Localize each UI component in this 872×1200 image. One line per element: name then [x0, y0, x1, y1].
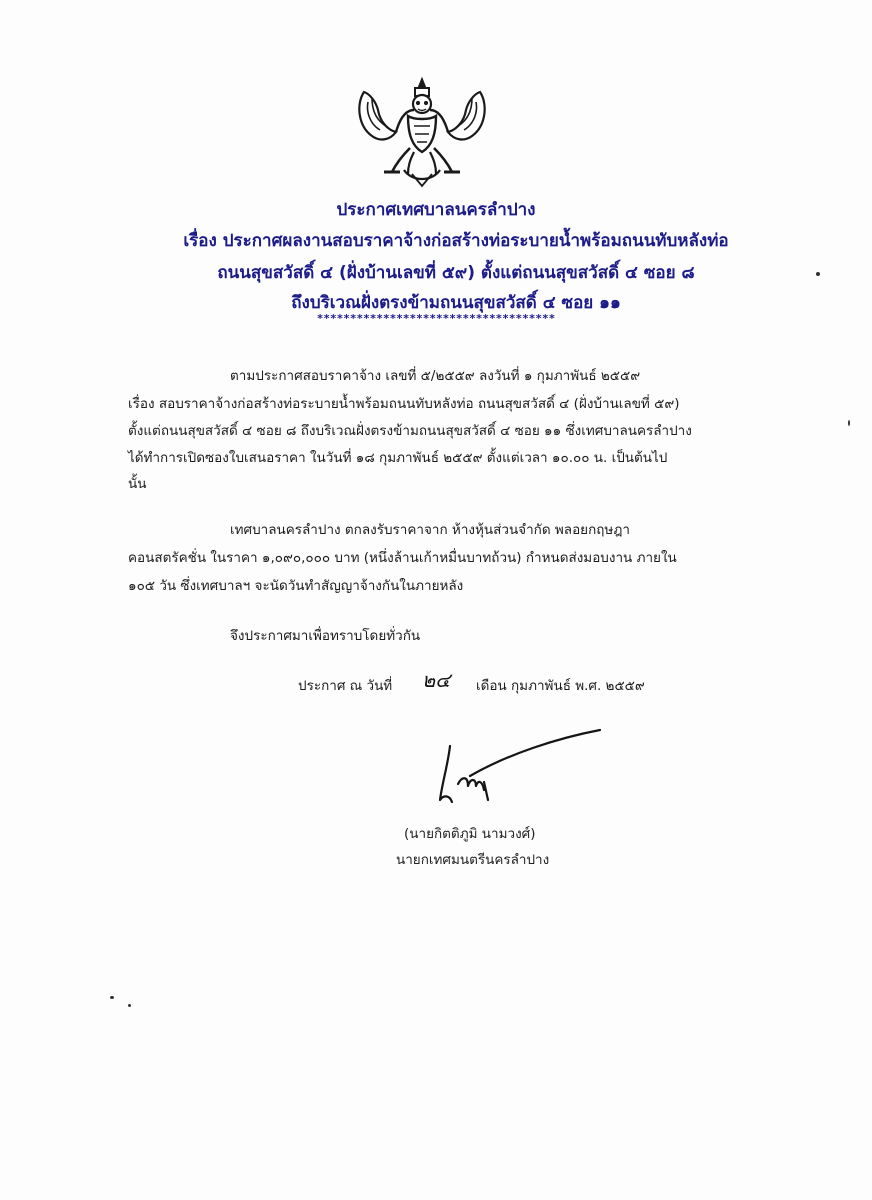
- title-divider: ************************************: [316, 312, 556, 325]
- paragraph-line: นั้น: [128, 476, 147, 492]
- paragraph-line: ได้ทำการเปิดซองใบเสนอราคา ในวันที่ ๑๘ กุมภาพันธ์ ๒๕๕๙ ตั้งแต่เวลา ๑๐.๐๐ น. เป็นต้นไป: [128, 450, 668, 466]
- subject-line: เรื่อง ประกาศผลงานสอบราคาจ้างก่อสร้างท่อระบายน้ำพร้อมถนนทับหลังท่อ: [183, 231, 729, 251]
- scan-speck: [848, 420, 850, 426]
- paragraph-line: ตั้งแต่ถนนสุขสวัสดิ์ ๔ ซอย ๘ ถึงบริเวณฝั่งตรงข้ามถนนสุขสวัสดิ์ ๔ ซอย ๑๑ ซึ่งเทศบาลนครลำปาง: [128, 423, 692, 439]
- paragraph-line: ๑๐๕ วัน ซึ่งเทศบาลฯ จะนัดวันทำสัญญาจ้างกันในภายหลัง: [128, 578, 464, 594]
- scan-speck: [110, 996, 114, 999]
- subject-area-line: ถึงบริเวณฝั่งตรงข้ามถนนสุขสวัสดิ์ ๔ ซอย ๑๑: [291, 293, 621, 313]
- scan-speck: [816, 272, 820, 276]
- date-month-year: เดือน กุมภาพันธ์ พ.ศ. ๒๕๕๙: [476, 678, 645, 694]
- date-day-handwritten: ๒๔: [422, 668, 451, 692]
- date-label: ประกาศ ณ วันที่: [298, 678, 393, 694]
- paragraph-line: เรื่อง สอบราคาจ้างก่อสร้างท่อระบายน้ำพร้อมถนนทับหลังท่อ ถนนสุขสวัสดิ์ ๔ (ฝั่งบ้านเลขที่ ๕๙): [128, 396, 680, 412]
- paragraph-line: เทศบาลนครลำปาง ตกลงรับราคาจาก ห้างหุ้นส่วนจำกัด พลอยกฤษฎา: [230, 522, 630, 538]
- signatory-position: นายกเทศมนตรีนครลำปาง: [396, 852, 550, 868]
- paragraph-line: ตามประกาศสอบราคาจ้าง เลขที่ ๕/๒๕๕๙ ลงวันที่ ๑ กุมภาพันธ์ ๒๕๕๙: [230, 368, 641, 384]
- paragraph-line: คอนสตรัคชั่น ในราคา ๑,๐๙๐,๐๐๐ บาท (หนึ่งล้านเก้าหมื่นบาทถ้วน) กำหนดส่งมอบงาน ภายใน: [128, 550, 677, 566]
- scan-speck: [128, 1004, 131, 1007]
- announcement-line: จึงประกาศมาเพื่อทราบโดยทั่วกัน: [230, 628, 421, 644]
- subject-road-line: ถนนสุขสวัสดิ์ ๔ (ฝั่งบ้านเลขที่ ๕๙) ตั้งแต่ถนนสุขสวัสดิ์ ๔ ซอย ๘: [217, 263, 695, 283]
- document-title: ประกาศเทศบาลนครลำปาง: [336, 200, 536, 220]
- garuda-emblem: [352, 74, 492, 194]
- signatory-name: (นายกิตติภูมิ นามวงศ์): [404, 826, 536, 842]
- signature: [428, 724, 603, 809]
